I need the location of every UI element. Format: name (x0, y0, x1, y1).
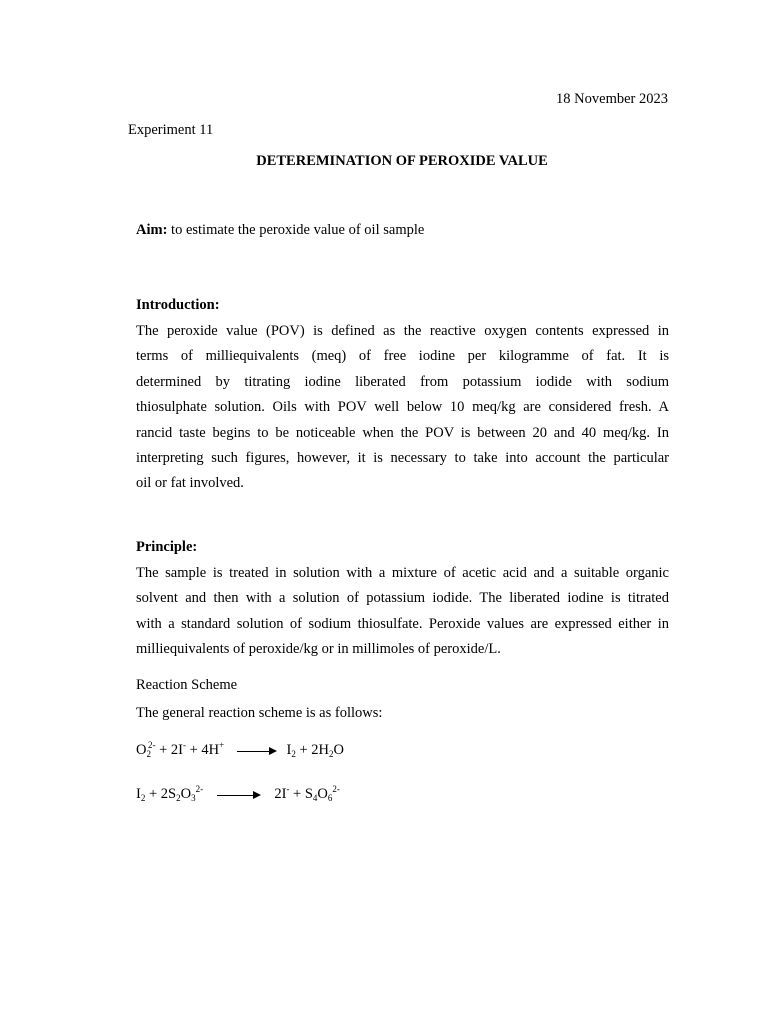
principle-heading: Principle: (136, 539, 198, 555)
eq1-water: + 2H (295, 742, 329, 758)
principle-line: milliequivalents of peroxide/kg or in millimoles of peroxide/L. (136, 641, 501, 658)
introduction-line: rancid taste begins to be noticeable when the POV is between 20 and 40 meq/kg. In (136, 424, 669, 441)
introduction-line: thiosulphate solution. Oils with POV well below 10 meq/kg are considered fresh. A (136, 399, 669, 416)
introduction-line: interpreting such figures, however, it is necessary to take into account the particular (136, 449, 669, 466)
eq2-iodide: 2I (274, 786, 287, 802)
eq1-hydrogen: + 4H (186, 742, 220, 758)
eq1-water-o: O (333, 742, 344, 758)
eq2-tetrathionate-o: O (317, 786, 328, 802)
eq2-iodine: I (136, 786, 141, 802)
experiment-number: Experiment 11 (128, 122, 214, 138)
principle-line: The sample is treated in solution with a mixture of acetic acid and a suitable organic (136, 565, 669, 581)
reaction-scheme-intro: The general reaction scheme is as follows: (136, 705, 383, 721)
eq1-o: O (136, 742, 147, 758)
aim-statement (136, 221, 424, 239)
eq2-iodine-sub: 2 (140, 793, 146, 803)
principle-line: with a standard solution of sodium thiosulfate. Peroxide values are expressed either in (136, 615, 669, 632)
eq2-thiosulfate-sub2: 3 (191, 793, 196, 803)
eq2-iodide-sup: - (286, 784, 290, 794)
eq2-tetrathionate-sub1: 4 (312, 793, 318, 803)
document-date: 18 November 2023 (556, 91, 668, 107)
eq2-tetrathionate: + S (289, 786, 313, 802)
eq1-reactant-oxygen (136, 742, 155, 758)
page-title: DETEREMINATION OF PEROXIDE VALUE (256, 153, 548, 169)
introduction-line: terms of milliequivalents (meq) of free iodine per kilogramme of fat. It is (136, 348, 669, 365)
eq1-water-sub: 2 (328, 749, 334, 759)
eq2-thiosulfate-o: O (180, 786, 192, 802)
eq2-thiosulfate: + 2S (145, 786, 177, 802)
reaction-scheme-heading: Reaction Scheme (136, 677, 238, 693)
eq1-o-sup: 2- (147, 740, 156, 750)
reaction-arrow-icon (237, 746, 277, 756)
eq2-tetrathionate-sub2: 6 (327, 793, 333, 803)
introduction-line: determined by titrating iodine liberated from potassium iodide with sodium (136, 373, 669, 390)
eq2-thiosulfate-sub1: 2 (176, 793, 181, 803)
eq1-o-sub: 2 (146, 749, 151, 759)
aim-label: Aim: (136, 222, 168, 238)
introduction-heading: Introduction: (136, 297, 220, 313)
eq1-hydrogen-sup: + (219, 740, 225, 750)
aim-text: to estimate the peroxide value of oil sample (167, 222, 425, 238)
reaction-equation-2 (136, 785, 340, 803)
reaction-arrow-icon (217, 790, 261, 800)
eq2-tetrathionate-sup: 2- (332, 784, 340, 794)
eq1-iodine: I (286, 742, 292, 758)
principle-line: solvent and then with a solution of potassium iodide. The liberated iodine is titrated (136, 590, 669, 607)
principle-paragraph (136, 561, 669, 663)
introduction-line: oil or fat involved. (136, 475, 244, 492)
introduction-paragraph (136, 319, 669, 497)
introduction-line: The peroxide value (POV) is defined as the reactive oxygen contents expressed in (136, 323, 669, 339)
eq1-iodine-sub: 2 (291, 749, 296, 759)
eq1-iodide: + 2I (155, 742, 183, 758)
eq2-thiosulfate-sup: 2- (195, 784, 204, 794)
reaction-equation-1 (136, 741, 344, 759)
eq1-iodide-sup: - (183, 740, 186, 750)
